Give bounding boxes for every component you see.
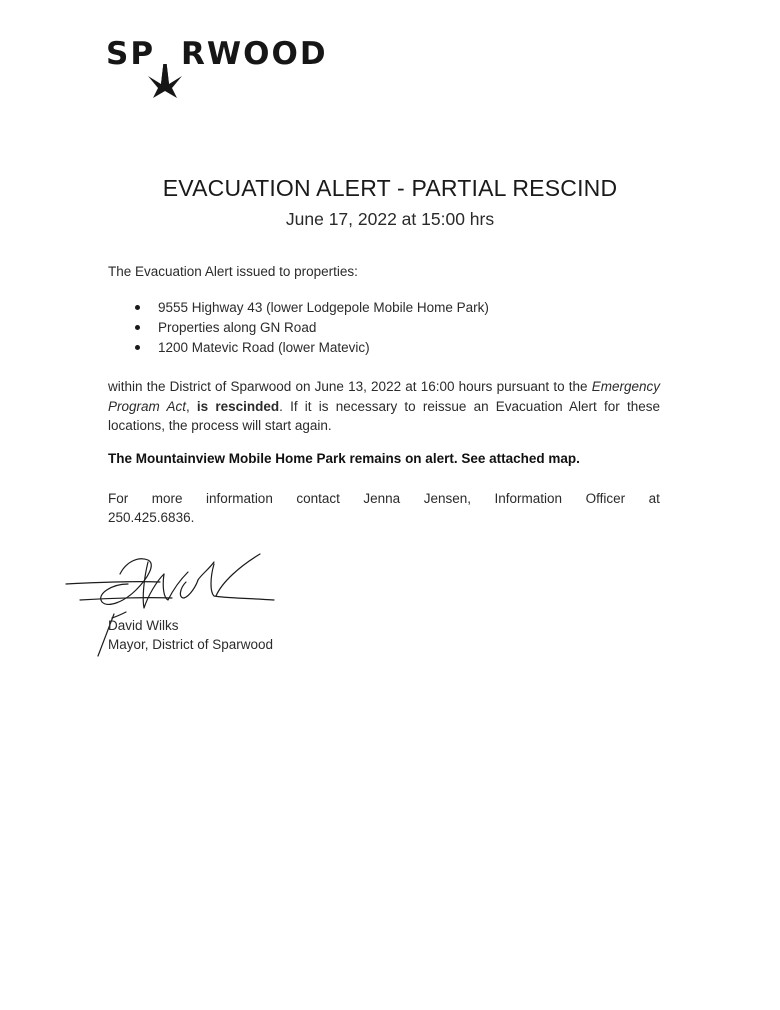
paragraph-text: within the District of Sparwood on June 13, 2022 at 16:00 hours pursuant to the — [108, 379, 592, 394]
contact-word: Jenna — [363, 491, 401, 506]
act-name: Emergency Program Act — [108, 379, 660, 414]
list-item: 9555 Highway 43 (lower Lodgepole Mobile Home Park) — [108, 298, 668, 318]
contact-word: Jensen, — [423, 491, 472, 506]
sparwood-logo — [106, 36, 346, 98]
rescind-paragraph — [108, 377, 660, 436]
star-icon — [148, 64, 182, 98]
page-title: EVACUATION ALERT - PARTIAL RESCIND — [162, 175, 618, 201]
contact-word: Officer — [585, 491, 626, 506]
logo-text-start: SP — [106, 36, 156, 72]
list-item: Properties along GN Road — [108, 318, 668, 338]
contact-phone: 250.425.6836. — [108, 510, 195, 525]
intro-text: The Evacuation Alert issued to properties: — [108, 264, 358, 279]
contact-word: contact — [296, 491, 340, 506]
paragraph-text: , — [185, 398, 197, 414]
alert-date: June 17, 2022 at 15:00 hrs — [285, 209, 495, 229]
paragraph-text: . If it is necessary to reissue an Evacuation Alert for these locations, the process will start again. — [108, 398, 660, 433]
contact-word: more — [151, 491, 183, 506]
contact-word: For — [108, 491, 129, 506]
logo-text-end: RWOOD — [181, 36, 328, 72]
remains-on-alert-notice: The Mountainview Mobile Home Park remains on alert. See attached map. — [108, 451, 580, 466]
contact-word: information — [206, 491, 273, 506]
contact-word: at — [648, 491, 660, 506]
rescinded-text: is rescinded — [196, 398, 280, 414]
contact-info — [108, 489, 660, 509]
list-item: 1200 Matevic Road (lower Matevic) — [108, 338, 668, 358]
property-list — [108, 298, 668, 358]
signatory-title: Mayor, District of Sparwood — [108, 637, 274, 652]
signatory-name: David Wilks — [108, 618, 179, 633]
contact-word: Information — [494, 491, 563, 506]
